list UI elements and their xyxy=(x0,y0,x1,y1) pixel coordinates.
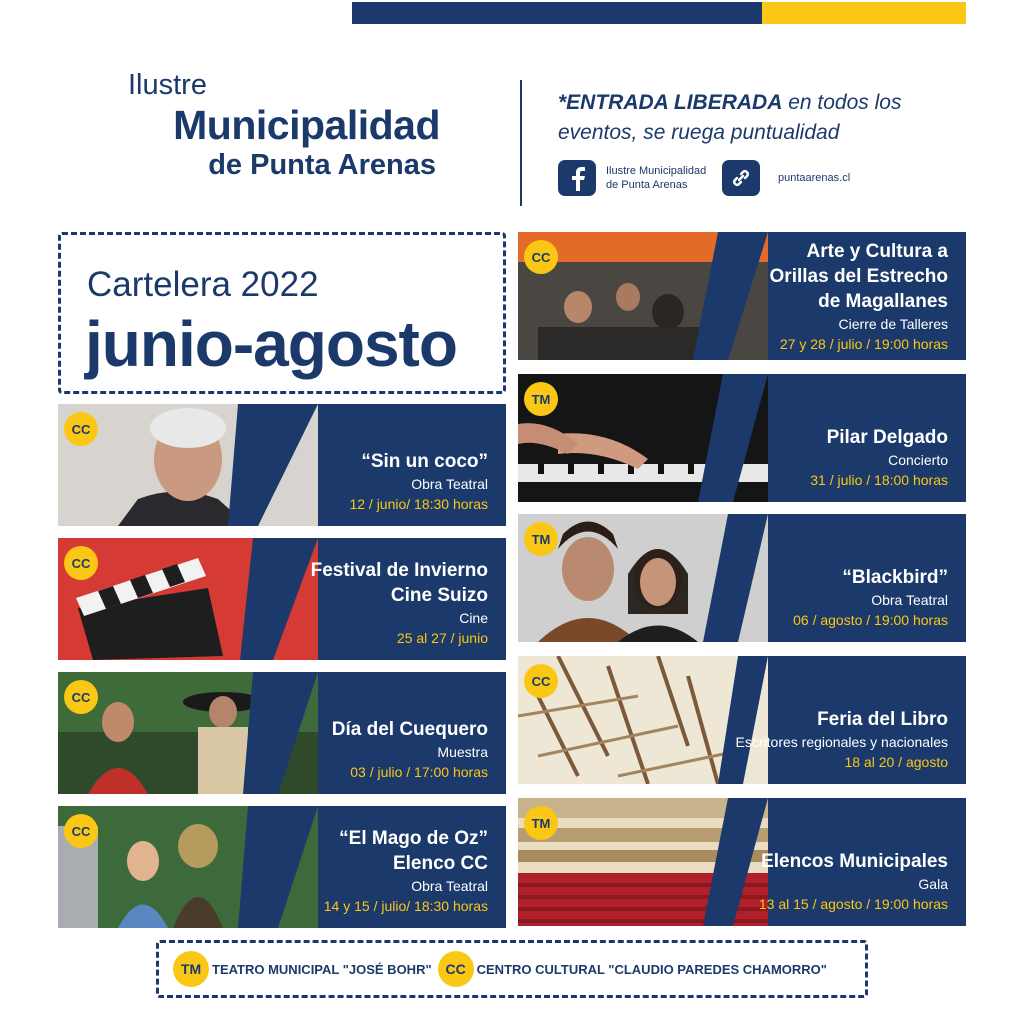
cartelera-period: junio-agosto xyxy=(85,308,457,380)
venue-badge: CC xyxy=(64,412,98,446)
facebook-name-line-2: de Punta Arenas xyxy=(606,179,688,191)
facebook-name-line-1: Ilustre Municipalidad xyxy=(606,165,707,177)
event-date: 14 y 15 / julio/ 18:30 horas xyxy=(323,898,488,914)
event-info xyxy=(324,806,488,928)
header-divider xyxy=(520,80,522,206)
free-entry-text-2: eventos, se ruega puntualidad xyxy=(558,121,840,144)
event-card-festival-invierno xyxy=(58,538,506,660)
event-type: Cierre de Talleres xyxy=(838,316,948,332)
website-link[interactable] xyxy=(722,160,850,196)
event-title-line-2: Cine Suizo xyxy=(390,585,488,606)
event-type: Cine xyxy=(459,610,488,626)
venue-badge: TM xyxy=(524,806,558,840)
event-title-line-3: de Magallanes xyxy=(818,291,948,312)
legend-cc-label: CENTRO CULTURAL "CLAUDIO PAREDES CHAMORRO" xyxy=(476,961,827,977)
event-card-dia-del-cuequero xyxy=(58,672,506,794)
event-type: Gala xyxy=(918,876,948,892)
logo-line-1: Ilustre xyxy=(128,69,207,101)
event-date: 12 / junio/ 18:30 horas xyxy=(349,496,488,512)
free-entry-notice xyxy=(558,88,978,148)
top-bar-yellow xyxy=(762,2,966,24)
link-icon xyxy=(722,160,760,196)
event-title: Día del Cuequero xyxy=(331,719,488,740)
venue-badge: TM xyxy=(524,522,558,556)
legend-tm-badge: TM xyxy=(173,951,209,987)
event-info xyxy=(332,672,488,794)
free-entry-text-1: en todos los xyxy=(782,91,902,114)
event-date: 25 al 27 / junio xyxy=(396,630,488,646)
event-title: “Blackbird” xyxy=(842,567,948,588)
cartelera-box xyxy=(58,232,506,394)
venue-badge: CC xyxy=(524,664,558,698)
event-date: 06 / agosto / 19:00 horas xyxy=(793,612,948,628)
event-info xyxy=(770,232,948,360)
event-type: Escritores regionales y nacionales xyxy=(735,734,948,750)
event-date: 18 al 20 / agosto xyxy=(844,754,948,770)
logo-line-2: Municipalidad xyxy=(173,102,440,148)
event-info xyxy=(810,374,948,502)
event-card-mago-de-oz xyxy=(58,806,506,928)
event-card-sin-un-coco xyxy=(58,404,506,526)
facebook-icon xyxy=(558,160,596,196)
event-title-line-2: Orillas del Estrecho xyxy=(769,266,948,287)
website-url: puntaarenas.cl xyxy=(778,172,851,184)
event-title: “Sin un coco” xyxy=(361,451,488,472)
top-bar-blue xyxy=(352,2,762,24)
event-info xyxy=(736,656,948,784)
event-card-arte-y-cultura xyxy=(518,232,966,360)
event-card-elencos-municipales xyxy=(518,798,966,926)
event-title-line-2: Elenco CC xyxy=(392,853,488,874)
event-date: 27 y 28 / julio / 19:00 horas xyxy=(779,336,948,352)
event-card-blackbird xyxy=(518,514,966,642)
event-type: Concierto xyxy=(888,452,948,468)
event-title: Feria del Libro xyxy=(817,709,948,730)
cartelera-title: Cartelera 2022 xyxy=(87,265,319,304)
event-type: Obra Teatral xyxy=(411,878,488,894)
event-info xyxy=(759,798,948,926)
event-type: Obra Teatral xyxy=(871,592,948,608)
municipality-logo xyxy=(80,68,440,182)
event-title: Elencos Municipales xyxy=(761,851,948,872)
event-date: 31 / julio / 18:00 horas xyxy=(810,472,948,488)
event-date: 03 / julio / 17:00 horas xyxy=(350,764,488,780)
venue-badge: CC xyxy=(64,680,98,714)
event-title-line-1: Arte y Cultura a xyxy=(806,241,948,262)
venue-badge: CC xyxy=(524,240,558,274)
event-card-feria-del-libro xyxy=(518,656,966,784)
event-title-line-1: “El Mago de Oz” xyxy=(339,828,488,849)
legend-tm-label: TEATRO MUNICIPAL "JOSÉ BOHR" xyxy=(212,961,432,977)
event-type: Obra Teatral xyxy=(411,476,488,492)
free-entry-label: *ENTRADA LIBERADA xyxy=(558,91,783,114)
venue-badge: CC xyxy=(64,814,98,848)
event-title-line-1: Festival de Invierno xyxy=(310,560,488,581)
legend-cc-badge: CC xyxy=(438,951,474,987)
event-type: Muestra xyxy=(437,744,488,760)
event-title: Pilar Delgado xyxy=(826,427,948,448)
event-info xyxy=(793,514,948,642)
logo-line-3: de Punta Arenas xyxy=(208,149,436,181)
venue-legend xyxy=(156,940,868,998)
event-info xyxy=(311,538,488,660)
event-date: 13 al 15 / agosto / 19:00 horas xyxy=(758,896,948,912)
venue-badge: TM xyxy=(524,382,558,416)
event-info xyxy=(349,404,488,526)
event-card-pilar-delgado xyxy=(518,374,966,502)
facebook-link[interactable] xyxy=(558,160,706,196)
venue-badge: CC xyxy=(64,546,98,580)
